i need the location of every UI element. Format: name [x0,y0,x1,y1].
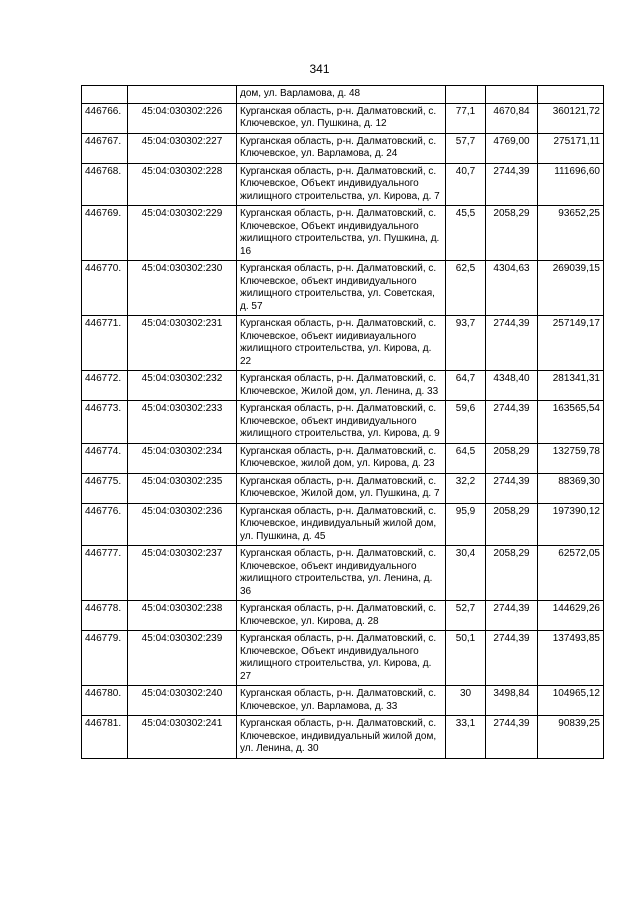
value-cell: 137493,85 [538,631,604,686]
row-number-cell: 446778. [82,601,128,631]
value-cell: 360121,72 [538,103,604,133]
row-number-cell: 446771. [82,316,128,371]
address-cell: Курганская область, р-н. Далматовский, с. Ключевское, ул. Варламова, д. 33 [237,686,446,716]
rate-cell: 2744,39 [486,316,538,371]
page-number: 341 [309,62,330,76]
address-cell: Курганская область, р-н. Далматовский, с. Ключевское, жилой дом, ул. Кирова, д. 23 [237,443,446,473]
cadastral-number-cell [128,86,237,104]
value-cell: 132759,78 [538,443,604,473]
address-cell: дом, ул. Варламова, д. 48 [237,86,446,104]
row-number-cell: 446774. [82,443,128,473]
cadastral-number-cell: 45:04:030302:235 [128,473,237,503]
table-row [82,601,604,631]
rate-cell: 2058,29 [486,206,538,261]
cadastral-number-cell: 45:04:030302:241 [128,716,237,759]
address-cell: Курганская область, р-н. Далматовский, с. Ключевское, индивидуальный жилой дом, ул. Пушкина, д. 45 [237,503,446,546]
rate-cell: 4348,40 [486,371,538,401]
area-cell: 30 [446,686,486,716]
rate-cell: 2744,39 [486,601,538,631]
cadastral-number-cell: 45:04:030302:233 [128,401,237,444]
value-cell: 197390,12 [538,503,604,546]
rate-cell: 2744,39 [486,631,538,686]
rate-cell: 2744,39 [486,163,538,206]
table-row [82,631,604,686]
row-number-cell: 446776. [82,503,128,546]
area-cell: 77,1 [446,103,486,133]
table-row [82,133,604,163]
cadastral-number-cell: 45:04:030302:234 [128,443,237,473]
value-cell: 90839,25 [538,716,604,759]
row-number-cell: 446768. [82,163,128,206]
address-cell: Курганская область, р-н. Далматовский, с. Ключевское, Объект индивидуального жилищного строительства, ул. Кирова, д. 7 [237,163,446,206]
area-cell: 50,1 [446,631,486,686]
area-cell: 57,7 [446,133,486,163]
table-row-continuation [82,86,604,104]
address-cell: Курганская область, р-н. Далматовский, с. Ключевское, объект индивидуального жилищного строительства, ул. Советская, д. 57 [237,261,446,316]
rate-cell: 2058,29 [486,546,538,601]
row-number-cell [82,86,128,104]
area-cell: 33,1 [446,716,486,759]
value-cell: 275171,11 [538,133,604,163]
address-cell: Курганская область, р-н. Далматовский, с. Ключевское, ул. Кирова, д. 28 [237,601,446,631]
rate-cell: 4769,00 [486,133,538,163]
cadastral-number-cell: 45:04:030302:237 [128,546,237,601]
table-row [82,103,604,133]
area-cell: 62,5 [446,261,486,316]
area-cell: 45,5 [446,206,486,261]
rate-cell: 2744,39 [486,401,538,444]
address-cell: Курганская область, р-н. Далматовский, с. Ключевское, Объект индивидуального жилищного строительства, ул. Кирова, д. 27 [237,631,446,686]
table-row [82,546,604,601]
table-row [82,206,604,261]
table-body [82,86,604,759]
table-row [82,316,604,371]
value-cell: 93652,25 [538,206,604,261]
rate-cell: 4670,84 [486,103,538,133]
cadastral-number-cell: 45:04:030302:236 [128,503,237,546]
area-cell [446,86,486,104]
address-cell: Курганская область, р-н. Далматовский, с. Ключевское, объект индивидуального жилищного строительства, ул. Кирова, д. 9 [237,401,446,444]
table-row [82,371,604,401]
cadastral-number-cell: 45:04:030302:232 [128,371,237,401]
row-number-cell: 446766. [82,103,128,133]
address-cell: Курганская область, р-н. Далматовский, с. Ключевское, объект индивидуального жилищного строительства, ул. Ленина, д. 36 [237,546,446,601]
area-cell: 64,7 [446,371,486,401]
row-number-cell: 446781. [82,716,128,759]
row-number-cell: 446779. [82,631,128,686]
cadastral-number-cell: 45:04:030302:227 [128,133,237,163]
area-cell: 52,7 [446,601,486,631]
rate-cell: 2058,29 [486,503,538,546]
rate-cell: 2058,29 [486,443,538,473]
value-cell: 269039,15 [538,261,604,316]
property-table [81,85,604,759]
row-number-cell: 446777. [82,546,128,601]
cadastral-number-cell: 45:04:030302:238 [128,601,237,631]
rate-cell [486,86,538,104]
address-cell: Курганская область, р-н. Далматовский, с. Ключевское, Объект индивидуального жилищного строительства, ул. Пушкина, д. 16 [237,206,446,261]
value-cell: 62572,05 [538,546,604,601]
value-cell: 111696,60 [538,163,604,206]
table-row [82,443,604,473]
rate-cell: 3498,84 [486,686,538,716]
cadastral-number-cell: 45:04:030302:231 [128,316,237,371]
table-row [82,716,604,759]
value-cell: 281341,31 [538,371,604,401]
row-number-cell: 446780. [82,686,128,716]
area-cell: 59,6 [446,401,486,444]
row-number-cell: 446775. [82,473,128,503]
row-number-cell: 446770. [82,261,128,316]
value-cell: 163565,54 [538,401,604,444]
cadastral-number-cell: 45:04:030302:229 [128,206,237,261]
address-cell: Курганская область, р-н. Далматовский, с. Ключевское, индивидуальный жилой дом, ул. Ленина, д. 30 [237,716,446,759]
rate-cell: 4304,63 [486,261,538,316]
address-cell: Курганская область, р-н. Далматовский, с. Ключевское, ул. Пушкина, д. 12 [237,103,446,133]
table-row [82,686,604,716]
value-cell: 257149,17 [538,316,604,371]
cadastral-number-cell: 45:04:030302:228 [128,163,237,206]
table-row [82,261,604,316]
area-cell: 30,4 [446,546,486,601]
value-cell: 104965,12 [538,686,604,716]
cadastral-number-cell: 45:04:030302:240 [128,686,237,716]
area-cell: 95,9 [446,503,486,546]
address-cell: Курганская область, р-н. Далматовский, с. Ключевское, Жилой дом, ул. Пушкина, д. 7 [237,473,446,503]
cadastral-number-cell: 45:04:030302:239 [128,631,237,686]
address-cell: Курганская область, р-н. Далматовский, с. Ключевское, Жилой дом, ул. Ленина, д. 33 [237,371,446,401]
row-number-cell: 446772. [82,371,128,401]
table-row [82,163,604,206]
cadastral-number-cell: 45:04:030302:226 [128,103,237,133]
area-cell: 40,7 [446,163,486,206]
table-row [82,401,604,444]
value-cell [538,86,604,104]
address-cell: Курганская область, р-н. Далматовский, с. Ключевское, объект иидивиауального жилищного строительства, ул. Кирова, д. 22 [237,316,446,371]
value-cell: 144629,26 [538,601,604,631]
rate-cell: 2744,39 [486,473,538,503]
cadastral-number-cell: 45:04:030302:230 [128,261,237,316]
row-number-cell: 446769. [82,206,128,261]
area-cell: 64,5 [446,443,486,473]
rate-cell: 2744,39 [486,716,538,759]
value-cell: 88369,30 [538,473,604,503]
area-cell: 93,7 [446,316,486,371]
table-row [82,473,604,503]
table-row [82,503,604,546]
row-number-cell: 446767. [82,133,128,163]
area-cell: 32,2 [446,473,486,503]
row-number-cell: 446773. [82,401,128,444]
address-cell: Курганская область, р-н. Далматовский, с. Ключевское, ул. Варламова, д. 24 [237,133,446,163]
